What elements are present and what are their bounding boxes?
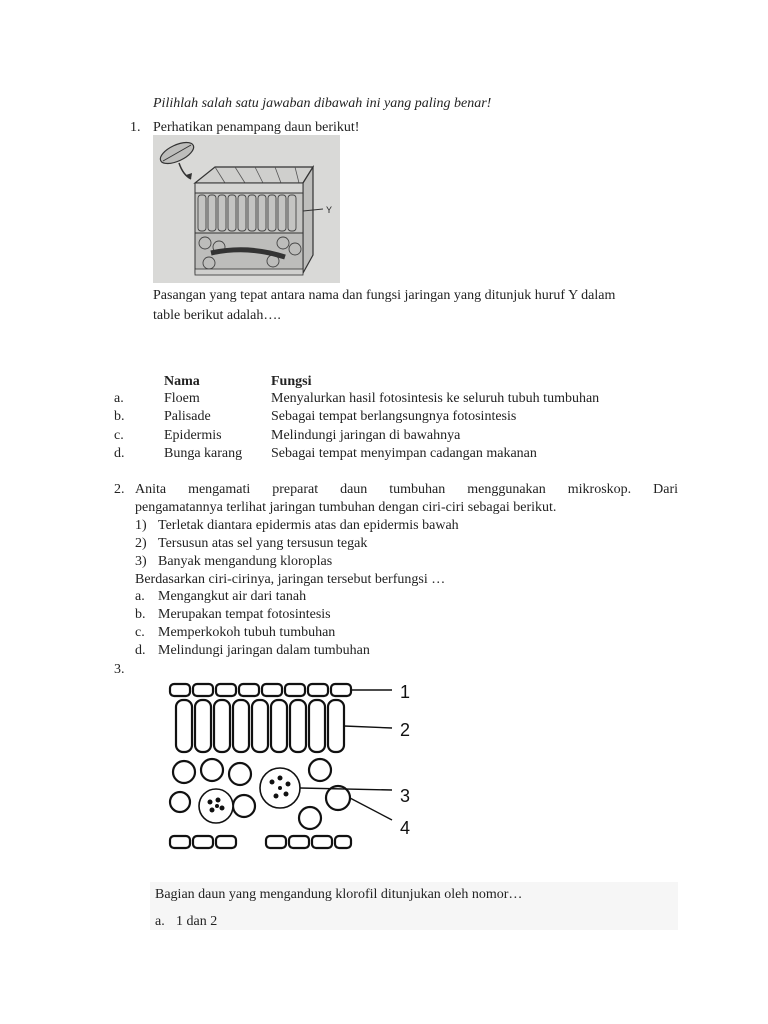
diagram-label-4: 4: [400, 818, 411, 838]
option-text[interactable]: Memperkokoh tubuh tumbuhan: [158, 625, 336, 640]
q2-line2: pengamatannya terlihat jaringan tumbuhan dengan ciri-ciri sebagai berikut.: [135, 500, 557, 515]
table-cell-nama: Bunga karang: [164, 446, 243, 461]
trait-text: Terletak diantara epidermis atas dan epidermis bawah: [158, 518, 459, 533]
option-letter[interactable]: a.: [135, 589, 145, 604]
option-text[interactable]: Merupakan tempat fotosintesis: [158, 607, 331, 622]
table-cell-fungsi: Melindungi jaringan di bawahnya: [271, 428, 461, 443]
option-text[interactable]: 1 dan 2: [176, 914, 218, 929]
figure-label-y: Y: [326, 205, 333, 215]
table-cell-fungsi: Sebagai tempat berlangsungnya fotosintesis: [271, 409, 517, 424]
option-letter[interactable]: a.: [155, 914, 165, 929]
trait-text: Banyak mengandung kloroplas: [158, 554, 333, 569]
diagram-label-1: 1: [400, 682, 411, 702]
trait-number: 1): [135, 518, 147, 533]
option-letter[interactable]: c.: [135, 625, 145, 640]
q1-question-line2: table berikut adalah….: [153, 308, 281, 323]
trait-number: 3): [135, 554, 147, 569]
q2-question: Berdasarkan ciri-cirinya, jaringan tersebut berfungsi …: [135, 572, 446, 587]
q3-number: 3.: [114, 662, 125, 677]
option-letter[interactable]: b.: [135, 607, 146, 622]
option-letter[interactable]: c.: [114, 428, 124, 443]
option-text[interactable]: Melindungi jaringan dalam tumbuhan: [158, 643, 370, 658]
table-cell-nama: Epidermis: [164, 428, 222, 443]
q1-number: 1.: [130, 120, 141, 135]
table-cell-fungsi: Sebagai tempat menyimpan cadangan makanan: [271, 446, 537, 461]
q2-line1: Anita mengamati preparat daun tumbuhan menggunakan mikroskop. Dari: [135, 482, 678, 497]
table-cell-nama: Palisade: [164, 409, 211, 424]
table-header-nama: Nama: [164, 374, 200, 389]
diagram-label-3: 3: [400, 786, 411, 806]
option-letter[interactable]: b.: [114, 409, 125, 424]
table-header-fungsi: Fungsi: [271, 374, 312, 389]
option-letter[interactable]: d.: [135, 643, 146, 658]
option-letter[interactable]: a.: [114, 391, 124, 406]
leaf-tissue-drawing: [160, 678, 420, 858]
leaf-tissue-diagram: [160, 678, 420, 858]
option-letter[interactable]: d.: [114, 446, 125, 461]
table-cell-fungsi: Menyalurkan hasil fotosintesis ke seluruh tubuh tumbuhan: [271, 391, 600, 406]
q2-number: 2.: [114, 482, 125, 497]
leaf-cross-section-figure: [153, 135, 340, 283]
option-text[interactable]: Mengangkut air dari tanah: [158, 589, 307, 604]
q3-question: Bagian daun yang mengandung klorofil ditunjukan oleh nomor…: [155, 887, 523, 902]
trait-number: 2): [135, 536, 147, 551]
trait-text: Tersusun atas sel yang tersusun tegak: [158, 536, 368, 551]
leaf-icon: [157, 138, 196, 179]
instructions: Pilihlah salah satu jawaban dibawah ini yang paling benar!: [153, 96, 492, 111]
q1-question-line1: Pasangan yang tepat antara nama dan fungsi jaringan yang ditunjuk huruf Y dalam: [153, 288, 616, 303]
leaf-cross-section-drawing: [153, 135, 340, 283]
table-cell-nama: Floem: [164, 391, 200, 406]
q1-prompt: Perhatikan penampang daun berikut!: [153, 120, 360, 135]
diagram-label-2: 2: [400, 720, 411, 740]
